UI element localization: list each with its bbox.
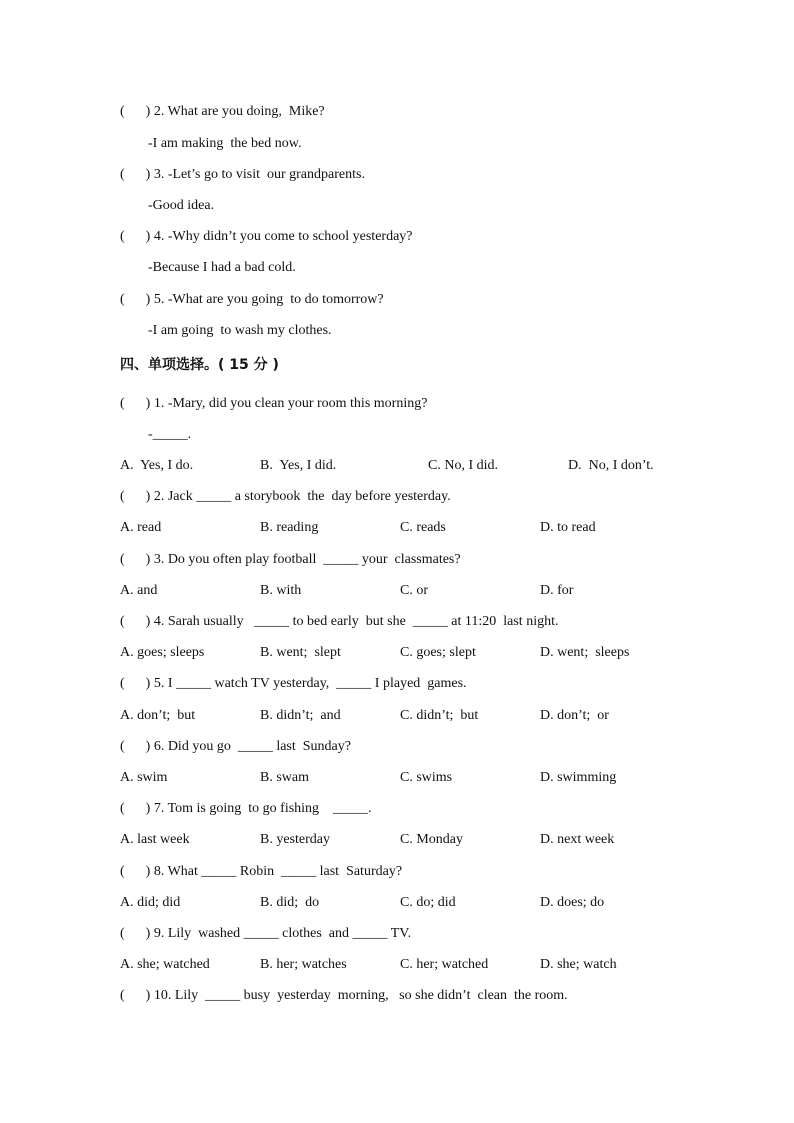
- s4-q5-option-d: D. don’t; or: [540, 708, 609, 723]
- s4-q1-answer: -_____.: [148, 427, 192, 442]
- section4-heading: 四、单项选择。( 15 分 ): [120, 357, 279, 373]
- s4-q4-stem: ( ) 4. Sarah usually _____ to bed early but she _____ at 11:20 last night.: [120, 614, 559, 629]
- s4-q2-option-c: C. reads: [400, 520, 446, 535]
- s3-q4-stem: ( ) 4. -Why didn’t you come to school yesterday?: [120, 229, 413, 244]
- s4-q6-option-a: A. swim: [120, 770, 168, 785]
- s4-q7-option-a: A. last week: [120, 832, 190, 847]
- s4-q2-option-a: A. read: [120, 520, 162, 535]
- s4-q5-option-a: A. don’t; but: [120, 708, 196, 723]
- s4-q8-option-c: C. do; did: [400, 895, 456, 910]
- s4-q9-option-c: C. her; watched: [400, 957, 489, 972]
- s4-q2-stem: ( ) 2. Jack _____ a storybook the day before yesterday.: [120, 489, 451, 504]
- s4-q4-option-c: C. goes; slept: [400, 645, 476, 660]
- s4-q1-option-a: A. Yes, I do.: [120, 458, 194, 473]
- s3-q4-answer: -Because I had a bad cold.: [148, 260, 296, 275]
- s4-q5-stem: ( ) 5. I _____ watch TV yesterday, _____ I played games.: [120, 676, 467, 691]
- s4-q6-option-c: C. swims: [400, 770, 453, 785]
- s3-q2-stem: ( ) 2. What are you doing, Mike?: [120, 104, 325, 119]
- s3-q5-answer: -I am going to wash my clothes.: [148, 323, 332, 338]
- s4-q9-option-a: A. she; watched: [120, 957, 210, 972]
- s4-q6-option-d: D. swimming: [540, 770, 617, 785]
- s4-q7-stem: ( ) 7. Tom is going to go fishing _____.: [120, 801, 372, 816]
- s3-q3-answer: -Good idea.: [148, 198, 215, 213]
- s4-q1-option-c: C. No, I did.: [428, 458, 498, 473]
- s4-q4-option-a: A. goes; sleeps: [120, 645, 205, 660]
- s4-q4-option-b: B. went; slept: [260, 645, 341, 660]
- s4-q8-option-b: B. did; do: [260, 895, 320, 910]
- s4-q2-option-d: D. to read: [540, 520, 596, 535]
- s4-q3-option-b: B. with: [260, 583, 302, 598]
- s4-q9-option-d: D. she; watch: [540, 957, 617, 972]
- s4-q6-stem: ( ) 6. Did you go _____ last Sunday?: [120, 739, 351, 754]
- s4-q10-stem: ( ) 10. Lily _____ busy yesterday morning, so she didn’t clean the room.: [120, 988, 568, 1003]
- s4-q3-option-c: C. or: [400, 583, 428, 598]
- s4-q8-stem: ( ) 8. What _____ Robin _____ last Saturday?: [120, 864, 403, 879]
- s4-q8-option-d: D. does; do: [540, 895, 605, 910]
- s4-q3-stem: ( ) 3. Do you often play football _____ your classmates?: [120, 552, 461, 567]
- s4-q3-option-a: A. and: [120, 583, 158, 598]
- s3-q5-stem: ( ) 5. -What are you going to do tomorrow?: [120, 292, 384, 307]
- s4-q8-option-a: A. did; did: [120, 895, 181, 910]
- s4-q9-option-b: B. her; watches: [260, 957, 347, 972]
- s4-q7-option-c: C. Monday: [400, 832, 463, 847]
- s4-q1-stem: ( ) 1. -Mary, did you clean your room this morning?: [120, 396, 428, 411]
- s4-q6-option-b: B. swam: [260, 770, 309, 785]
- s4-q5-option-b: B. didn’t; and: [260, 708, 341, 723]
- s4-q4-option-d: D. went; sleeps: [540, 645, 630, 660]
- s3-q2-answer: -I am making the bed now.: [148, 136, 302, 151]
- s4-q1-option-d: D. No, I don’t.: [568, 458, 654, 473]
- s4-q9-stem: ( ) 9. Lily washed _____ clothes and _____ TV.: [120, 926, 412, 941]
- s4-q2-option-b: B. reading: [260, 520, 319, 535]
- s4-q5-option-c: C. didn’t; but: [400, 708, 479, 723]
- s4-q7-option-b: B. yesterday: [260, 832, 330, 847]
- s4-q1-option-b: B. Yes, I did.: [260, 458, 337, 473]
- s4-q7-option-d: D. next week: [540, 832, 615, 847]
- s3-q3-stem: ( ) 3. -Let’s go to visit our grandparents.: [120, 167, 365, 182]
- s4-q3-option-d: D. for: [540, 583, 574, 598]
